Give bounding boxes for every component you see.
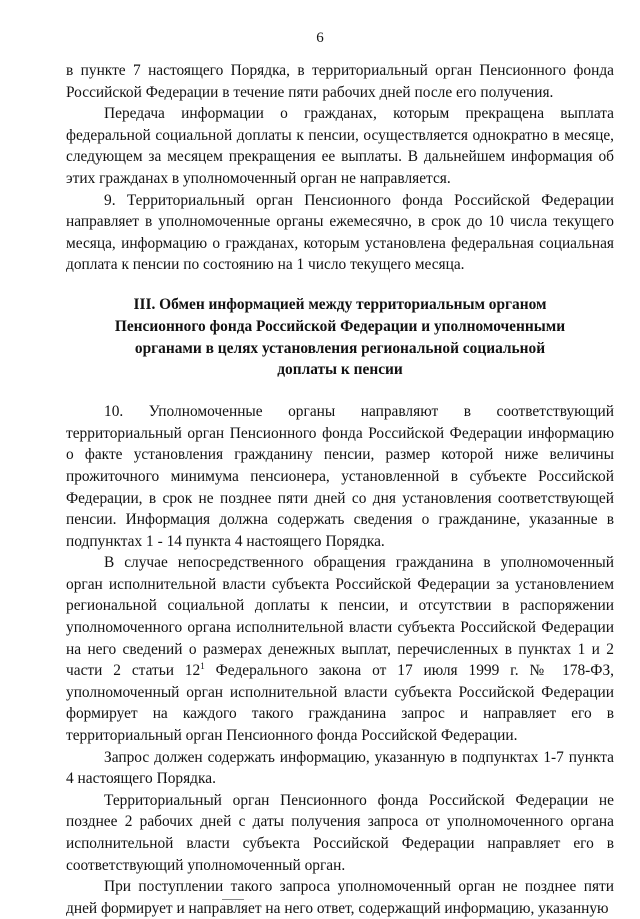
page-number: 6: [316, 30, 324, 46]
paragraph-info-transfer: Передача информации о гражданах, которым прекращена выплата федеральной социальной доплаты к пенсии, осуществляется однократно в месяце, следующем за месяцем прекращения ее выплаты. В дальнейшем информация об этих гражданах в уполномоченный орган не направляется.: [66, 105, 614, 187]
section-heading-line: доплаты к пенсии: [277, 361, 403, 379]
paragraph-text: Федерального закона от 17 июля 1999 г. № 178-ФЗ, уполномоченный орган исполнительной власти субъекта Российской Федерации формирует на каждого такого гражданина запрос и направляет его в территориальный орган Пенсионного фонда Российской Федерации.: [66, 662, 615, 745]
paragraph-item-10: 10. Уполномоченные органы направляют в соответствующий территориальный орган Пенсионного фонда Российской Федерации информацию о факте установления гражданину пенсии, размер которой ниже величины прожиточного минимума пенсионера, установленной в субъекте Российской Федерации, в срок не позднее пяти дней со дня установления соответствующей пенсии. Информация должна содержать сведения о гражданине, указанные в подпунктах 1 - 14 пункта 4 настоящего Порядка.: [66, 403, 614, 550]
document-body: [66, 60, 614, 919]
paragraph-text: В случае непосредственного обращения гражданина в уполномоченный орган исполнительной власти субъекта Российской Федерации за установлением региональной социальной доплаты к пенсии, и отсутствии в распоряжении уполномоченного органа исполнительной власти субъекта Российской Федерации на него сведений о размерах денежных выплат, перечисленных в пунктах 1 и 2 части 2 статьи 12: [66, 554, 614, 680]
section-heading: [66, 294, 614, 381]
paragraph-item-9: 9. Территориальный орган Пенсионного фонда Российской Федерации направляет в уполномоченные органы ежемесячно, в срок до 10 числа текущего месяца, информацию о гражданах, которым установлена федеральная социальная доплата к пенсии по состоянию на 1 число текущего месяца.: [66, 191, 614, 274]
paragraph-territorial-body: Территориальный орган Пенсионного фонда Российской Федерации не позднее 2 рабочих дней с даты получения запроса от уполномоченного органа исполнительной власти субъекта Российской Федерации направляет его в соответствующий уполномоченный орган.: [66, 791, 614, 874]
superscript: 1: [200, 661, 205, 672]
section-heading-line: III. Обмен информацией между территориальным органом: [133, 295, 547, 313]
paragraph-request-receipt: При поступлении такого запроса уполномоченный орган не позднее пяти дней формирует и направляет на него ответ, содержащий информацию, указанную: [66, 878, 614, 917]
section-heading-line: Пенсионного фонда Российской Федерации и уполномоченными: [114, 317, 566, 335]
paragraph-request-content: Запрос должен содержать информацию, указанную в подпунктах 1-7 пункта 4 настоящего Порядка.: [66, 748, 614, 788]
section-heading-line: органами в целях установления региональной социальной: [134, 339, 546, 357]
paragraph-continuation: в пункте 7 настоящего Порядка, в территориальный орган Пенсионного фонда Российской Федерации в течение пяти рабочих дней после его получения.: [66, 62, 614, 101]
scan-mark: [222, 899, 244, 900]
paragraph-direct-application: [66, 552, 614, 746]
